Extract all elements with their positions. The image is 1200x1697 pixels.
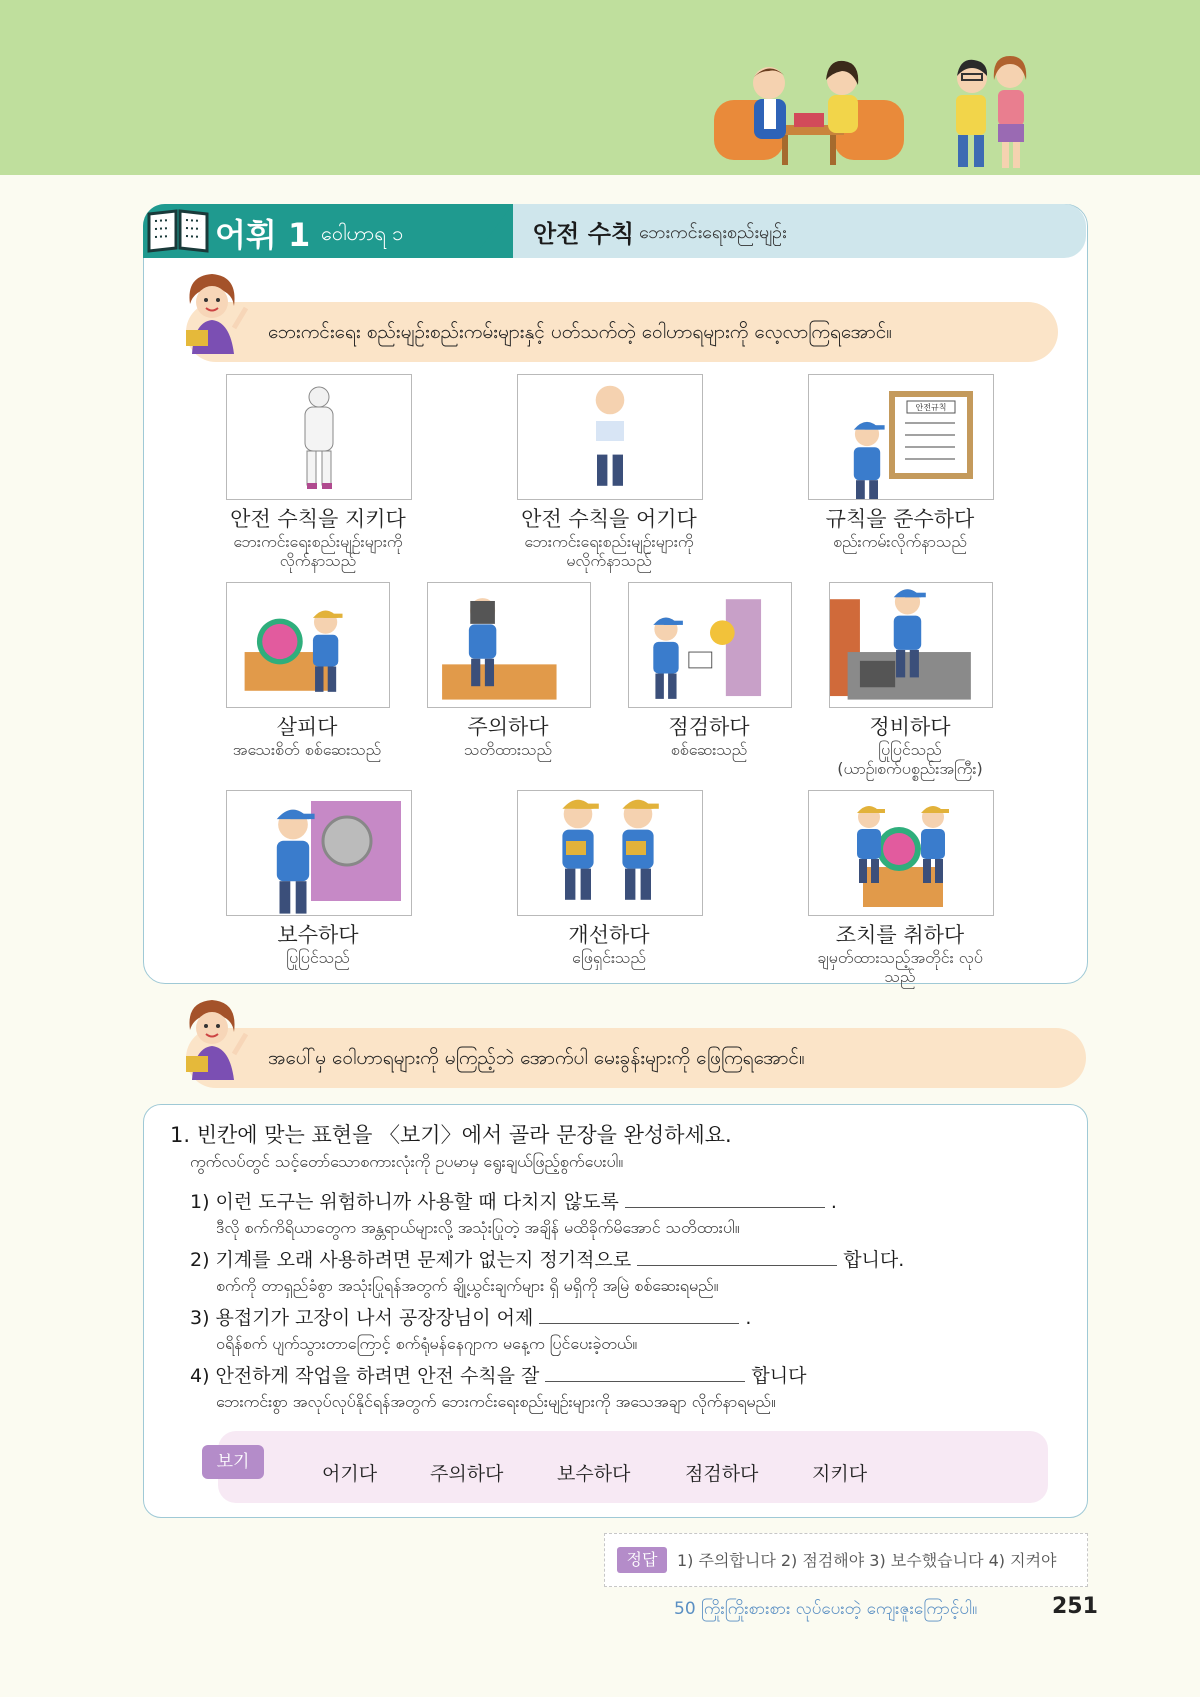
answer-blank[interactable] [637, 1247, 837, 1266]
vocab-korean: 살피다 [276, 715, 338, 739]
item-suffix: . [745, 1307, 752, 1329]
vocab-burmese: ဖြေရှင်းသည် [572, 948, 646, 967]
exercise-item-4 [190, 1361, 806, 1388]
instruction-text: ဘေးကင်းရေး စည်းမျဉ်းစည်းကမ်းများနှင့် ပတ်သက်တဲ့ ဝေါဟာရများကို လေ့လာကြရအောင်။ [268, 321, 892, 343]
vocab-korean: 안전 수칙을 어기다 [521, 507, 697, 531]
workers-at-machine-picture [808, 790, 994, 916]
vocab-item [212, 714, 402, 759]
header-slant [473, 204, 513, 258]
vocab-korean: 정비하다 [869, 715, 951, 739]
teacher-icon [176, 268, 256, 358]
vocab-burmese-2: (ယာဉ်၊စက်ပစ္စည်းအကြီး) [837, 759, 983, 778]
repairing-machine-picture [829, 582, 993, 708]
section-header [143, 204, 1086, 258]
welding-mask-picture [427, 582, 591, 708]
page-number: 251 [1052, 1594, 1098, 1619]
vocab-item [805, 922, 995, 986]
vocab-korean: 조치를 취하다 [835, 923, 965, 947]
instruction-bubble-exercise [186, 1028, 1086, 1088]
vocab-item [815, 714, 1005, 778]
exercise-question: 1. 빈칸에 맞는 표현을 〈보기〉에서 골라 문장을 완성하세요. [170, 1123, 732, 1147]
exercise-item-1-translation: ဒီလို စက်ကိရိယာတွေက အန္တရာယ်များလို့ အသုံးပြုတဲ့ အချိန် မထိခိုက်မိအောင် သတိထားပါ။ [216, 1218, 740, 1237]
word-bank-word: 점검하다 [685, 1463, 759, 1485]
vocab-item [514, 506, 704, 570]
item-text: 1) 이런 도구는 위험하니까 사용할 때 다치지 않도록 [190, 1191, 619, 1213]
exercise-item-3-translation: ဝရိန်စက် ပျက်သွားတာကြောင့် စက်ရုံမန်နေဂျာက မနေ့က ပြင်ပေးခဲ့တယ်။ [216, 1334, 638, 1353]
word-bank-word: 어기다 [322, 1463, 378, 1485]
office-illustration [714, 45, 904, 175]
item-text: 4) 안전하게 작업을 하려면 안전 수칙을 잘 [190, 1365, 540, 1387]
vocab-item [223, 922, 413, 967]
item-text: 2) 기계를 오래 사용하려면 문제가 없는지 정기적으로 [190, 1249, 632, 1271]
topic-title: 안전 수칙 [533, 220, 635, 248]
protective-suit-picture [226, 374, 412, 500]
vocab-burmese: ဘေးကင်းရေးစည်းမျဉ်းများကို [233, 532, 403, 551]
fixing-wheel-picture [226, 790, 412, 916]
vocab-korean: 점검하다 [668, 715, 750, 739]
vocab-item [413, 714, 603, 759]
instruction-bubble-vocab [186, 302, 1058, 362]
vocab-korean: 보수하다 [277, 923, 359, 947]
vocab-korean: 개선하다 [568, 923, 650, 947]
inspecting-machine-picture [226, 582, 390, 708]
vocab-korean: 안전 수칙을 지키다 [230, 507, 406, 531]
teacher-icon [176, 994, 256, 1084]
answer-blank[interactable] [545, 1363, 745, 1382]
exercise-item-2-translation: စက်ကို တာရှည်ခံစွာ အသုံးပြုရန်အတွက် ချို့ယွင်းချက်များ ရှိ မရှိကို အမြဲ စစ်ဆေးရမည်။ [216, 1276, 719, 1295]
answer-blank[interactable] [539, 1305, 739, 1324]
answer-key [604, 1533, 1088, 1587]
vocab-burmese: ချမှတ်ထားသည့်အတိုင်း လုပ်သည် [817, 948, 983, 986]
safety-rules-sign-picture [808, 374, 994, 500]
vocab-burmese-2: လိုက်နာသည် [279, 551, 357, 570]
casual-worker-picture [517, 374, 703, 500]
exercise-item-3 [190, 1303, 751, 1330]
vocab-burmese: စစ်ဆေးသည် [670, 740, 748, 759]
sign-text: 안전규칙 [915, 403, 947, 412]
word-bank-word: 주의하다 [430, 1463, 504, 1485]
vocab-burmese: စည်းကမ်းလိုက်နာသည် [833, 532, 967, 551]
footer-title: 50 ကြိုးကြိုးစားစား လုပ်ပေးတဲ့ ကျေးဇူးကြောင့်ပါ။ [674, 1599, 978, 1619]
answer-label: 정답 [617, 1547, 667, 1573]
unit-subtitle: ဝေါဟာရ ၁ [321, 221, 404, 245]
vocab-burmese-2: မလိုက်နာသည် [566, 551, 652, 570]
checking-gauge-picture [628, 582, 792, 708]
vocab-korean: 규칙을 준수하다 [825, 507, 975, 531]
answer-blank[interactable] [625, 1189, 825, 1208]
vocab-item [514, 922, 704, 967]
vocab-burmese: ပြုပြင်သည် [878, 740, 942, 759]
vocab-burmese: အသေးစိတ် စစ်ဆေးသည် [232, 740, 382, 759]
vocab-burmese: ဘေးကင်းရေးစည်းမျဉ်းများကို [524, 532, 694, 551]
instruction-text: အပေါ်မှ ဝေါဟာရများကို မကြည့်ဘဲ အောက်ပါ မေးခွန်းများကို ဖြေကြရအောင်။ [268, 1047, 805, 1069]
exercise-item-4-translation: ဘေးကင်းစွာ အလုပ်လုပ်နိုင်ရန်အတွက် ဘေးကင်းရေးစည်းမျဉ်းများကို အသေအချာ လိုက်နာရမည်။ [216, 1392, 776, 1411]
word-bank-label: 보기 [202, 1445, 264, 1479]
exercise-question-translation: ကွက်လပ်တွင် သင့်တော်သောစကားလုံးကို ဥပမာမှ ရွေးချယ်ဖြည့်စွက်ပေးပါ။ [190, 1152, 624, 1171]
item-suffix: 합니다 [751, 1365, 807, 1387]
book-icon [145, 208, 211, 254]
item-suffix: . [830, 1191, 837, 1213]
unit-title: 어휘 1 [215, 216, 311, 254]
exercise-card [143, 1104, 1088, 1518]
vocab-item [614, 714, 804, 759]
vocab-item [805, 506, 995, 551]
vocab-korean: 주의하다 [467, 715, 549, 739]
answer-text: 1) 주의합니다 2) 점검해야 3) 보수했습니다 4) 지켜야 [677, 1551, 1057, 1570]
word-bank-word: 지키다 [812, 1463, 868, 1485]
vocab-burmese: ပြုပြင်သည် [286, 948, 350, 967]
word-bank-word: 보수하다 [557, 1463, 631, 1485]
two-people-illustration [944, 50, 1036, 175]
exercise-item-2 [190, 1245, 904, 1272]
item-suffix: 합니다. [843, 1249, 905, 1271]
two-workers-picture [517, 790, 703, 916]
item-text: 3) 용접기가 고장이 나서 공장장님이 어제 [190, 1307, 534, 1329]
topic-subtitle: ဘေးကင်းရေးစည်းမျဉ်း [639, 222, 787, 243]
exercise-item-1 [190, 1187, 837, 1214]
vocab-burmese: သတိထားသည် [463, 740, 553, 759]
vocab-item [223, 506, 413, 570]
